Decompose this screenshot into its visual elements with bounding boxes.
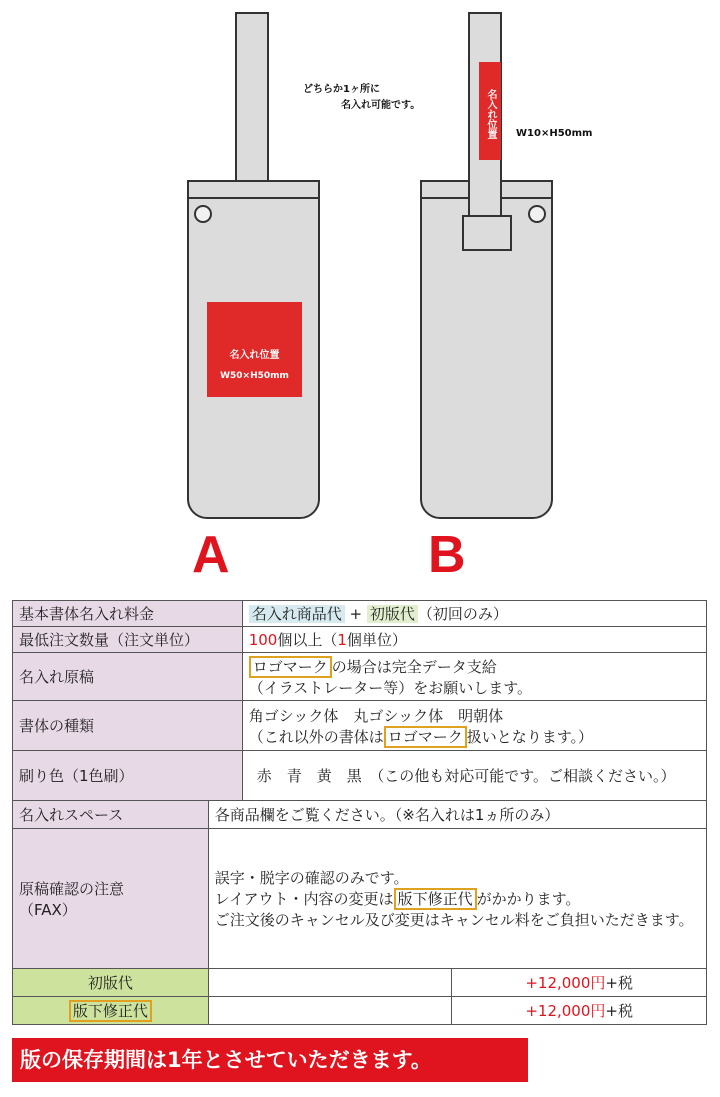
row-label: 最低注文数量（注文単位） — [13, 627, 243, 653]
qty-unit: 1 — [337, 631, 347, 649]
row-label: 基本書体名入れ料金 — [13, 601, 243, 627]
pouch-a-imprint-size: W50×H50mm — [220, 371, 289, 381]
price-row — [13, 969, 707, 997]
price-label — [13, 997, 209, 1025]
label-line1: 原稿確認の注意 — [19, 879, 125, 898]
price-amount: +12,000円 — [525, 1002, 606, 1020]
font-note-a: （これ以外の書体は — [248, 727, 384, 746]
min-qty: 100 — [248, 631, 278, 649]
pouch-a-left-grommet — [194, 205, 212, 223]
font-note-b: 扱いとなります。） — [466, 727, 594, 746]
font-mincho: 明朝体 — [458, 706, 504, 725]
font-list: 角ゴシック体 丸ゴシック体 — [248, 706, 444, 725]
plate-fix-label: 版下修正代 — [69, 1000, 152, 1022]
qty-text-end: 個単位） — [346, 631, 407, 649]
price-label: 初版代 — [13, 969, 209, 997]
label-line2: （FAX） — [19, 900, 77, 919]
check-line1: 誤字・脱字の確認のみです。 — [214, 869, 409, 887]
row-value: 赤 青 黄 黒 （この他も対応可能です。ご相談ください。） — [242, 751, 706, 801]
qty-text: 個以上（ — [277, 631, 338, 649]
row-label — [13, 829, 209, 969]
imprint-note-line2: 名入れ可能です。 — [341, 100, 421, 111]
row-value: 各商品欄をご覧ください。（※名入れは1ヵ所のみ） — [208, 801, 706, 829]
check-line3: ご注文後のキャンセル及び変更はキャンセル料をご負担いただきます。 — [214, 911, 694, 929]
row-value — [208, 829, 706, 969]
table-row — [13, 701, 707, 751]
pouch-b-buckle — [462, 215, 512, 251]
table-row — [13, 653, 707, 701]
table-row — [13, 627, 707, 653]
price-amount: +12,000円 — [525, 974, 606, 992]
label-b: B — [428, 526, 466, 584]
pouch-a-imprint-area — [207, 302, 302, 397]
row-value — [242, 701, 706, 751]
row-label: 名入れスペース — [13, 801, 209, 829]
logo-mark-box: ロゴマーク — [249, 656, 332, 678]
row-value — [242, 653, 706, 701]
pouch-b-imprint-area — [479, 62, 501, 160]
table-row — [13, 601, 707, 627]
manuscript-line1: の場合は完全データ支給 — [331, 657, 497, 676]
item-price-tag: 名入れ商品代 — [249, 605, 345, 623]
check-line2b: がかかります。 — [476, 890, 581, 908]
price-row — [13, 997, 707, 1025]
imprint-note-line1: どちらか1ヶ所に — [303, 84, 380, 95]
pouch-a-strap — [235, 12, 269, 184]
price-value — [452, 969, 707, 997]
imprint-info-table — [12, 600, 707, 1025]
price-spacer — [208, 969, 452, 997]
row-value — [242, 601, 706, 627]
price-tax: +税 — [605, 974, 633, 992]
row-label: 書体の種類 — [13, 701, 243, 751]
manuscript-line2: （イラストレーター等）をお願いします。 — [248, 678, 533, 697]
price-value — [452, 997, 707, 1025]
logo-mark-box: ロゴマーク — [384, 726, 467, 748]
table-row — [13, 829, 707, 969]
check-line2a: レイアウト・内容の変更は — [214, 890, 394, 908]
table-row — [13, 751, 707, 801]
pouch-b-right-grommet — [528, 205, 546, 223]
first-time-note: （初回のみ） — [417, 605, 508, 623]
pouch-b-imprint-size: W10×H50mm — [516, 128, 593, 139]
row-label: 名入れ原稿 — [13, 653, 243, 701]
table-row — [13, 801, 707, 829]
plate-fix-box: 版下修正代 — [394, 888, 477, 910]
price-spacer — [208, 997, 452, 1025]
storage-period-banner: 版の保存期間は1年とさせていただきます。 — [12, 1038, 528, 1082]
row-label: 刷り色（1色刷） — [13, 751, 243, 801]
row-value — [242, 627, 706, 653]
plus-sign: + — [344, 605, 367, 623]
label-a: A — [192, 526, 230, 584]
price-tax: +税 — [605, 1002, 633, 1020]
pouch-a-imprint-label: 名入れ位置 — [229, 350, 280, 361]
pouch-b-imprint-label: 名入れ位置 — [485, 89, 496, 139]
setup-fee-tag: 初版代 — [367, 605, 418, 623]
